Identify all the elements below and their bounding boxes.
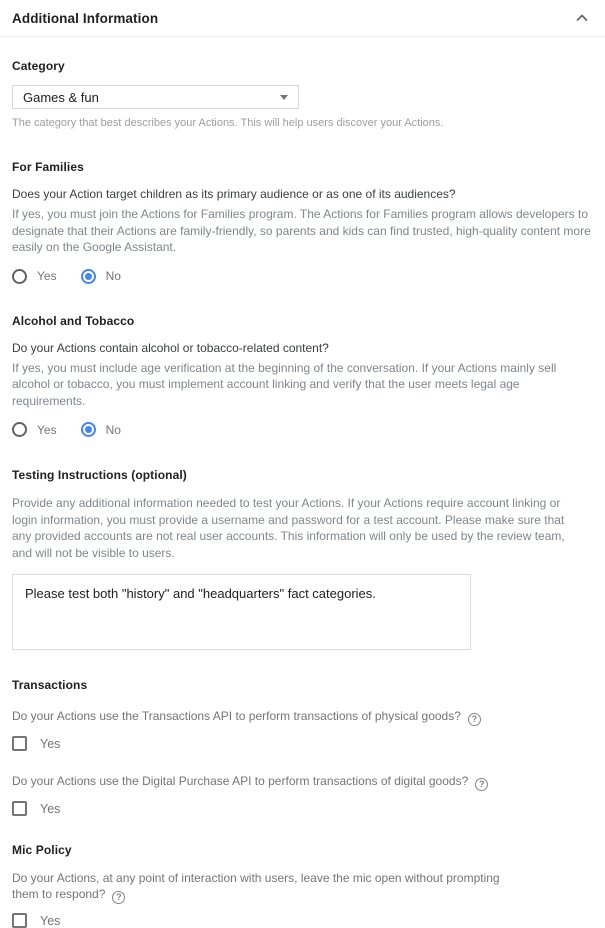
testing-instructions-section xyxy=(12,468,593,650)
transactions-digital-question xyxy=(12,773,593,791)
for-families-title: For Families xyxy=(12,160,84,174)
radio-label-no: No xyxy=(105,422,121,437)
question-text: Do your Actions use the Digital Purchase API to perform transactions of digital goods? xyxy=(12,774,469,788)
mic-policy-section xyxy=(12,843,593,928)
checkbox-label-yes: Yes xyxy=(40,801,61,816)
for-families-question: Does your Action target children as its primary audience or as one of its audiences? xyxy=(12,187,456,201)
question-text: Do your Actions, at any point of interaction with users, leave the mic open without prompting them to respond? xyxy=(12,871,500,901)
transactions-digital-checkbox-row xyxy=(12,801,593,816)
category-select[interactable] xyxy=(12,85,299,109)
radio-selected-icon xyxy=(81,422,96,437)
for-families-no-radio[interactable] xyxy=(81,269,121,284)
additional-information-body xyxy=(0,59,605,928)
checkbox-label-yes: Yes xyxy=(40,913,61,928)
mic-policy-checkbox-row xyxy=(12,913,593,928)
for-families-helper: If yes, you must join the Actions for Families program. The Actions for Families program allows developers to designate that their Actions are family-friendly, so parents and kids can find trusted, high-quality content more easily on the Google Assistant. xyxy=(12,207,591,254)
checkbox-unchecked-icon[interactable] xyxy=(12,736,27,751)
help-icon[interactable]: ? xyxy=(475,778,488,791)
radio-label-yes: Yes xyxy=(37,269,57,283)
for-families-section xyxy=(12,160,593,284)
alcohol-tobacco-question: Do your Actions contain alcohol or tobacco-related content? xyxy=(12,340,329,355)
transactions-section xyxy=(12,678,593,816)
transactions-physical-checkbox-row xyxy=(12,736,593,751)
testing-instructions-helper: Provide any additional information needed to test your Actions. If your Actions require account linking or login information, you must provide a username and password for a test account. Please make sure that any provided accounts are not real user accounts. This information will only be used by the review team, and will not be visible to users. xyxy=(12,496,565,560)
alcohol-tobacco-section xyxy=(12,314,593,438)
additional-information-header[interactable] xyxy=(0,0,605,37)
testing-instructions-title: Testing Instructions (optional) xyxy=(12,468,187,482)
transactions-title: Transactions xyxy=(12,678,88,692)
alcohol-tobacco-helper: If yes, you must include age verification at the beginning of the conversation. If your Actions mainly sell alcohol or tobacco, you must implement account linking and verify that the user meets legal age requirements. xyxy=(12,360,557,408)
checkbox-unchecked-icon[interactable] xyxy=(12,801,27,816)
mic-policy-question xyxy=(12,870,504,904)
page-title: Additional Information xyxy=(12,10,159,26)
alcohol-tobacco-radio-group xyxy=(12,422,593,437)
mic-policy-title: Mic Policy xyxy=(12,843,72,857)
category-section xyxy=(12,59,593,130)
category-helper-text: The category that best describes your Actions. This will help users discover your Actions. xyxy=(12,117,444,129)
alcohol-tobacco-no-radio[interactable] xyxy=(81,422,121,437)
radio-unselected-icon xyxy=(12,422,27,437)
transactions-physical-question xyxy=(12,708,593,726)
collapse-chevron-up-icon[interactable] xyxy=(575,12,589,24)
radio-selected-icon xyxy=(81,269,96,284)
radio-unselected-icon xyxy=(12,269,27,284)
testing-instructions-input[interactable] xyxy=(12,574,471,650)
category-label: Category xyxy=(12,59,65,73)
dropdown-arrow-icon xyxy=(280,95,288,100)
alcohol-tobacco-title: Alcohol and Tobacco xyxy=(12,313,135,328)
for-families-radio-group xyxy=(12,269,593,284)
checkbox-unchecked-icon[interactable] xyxy=(12,913,27,928)
radio-label-yes: Yes xyxy=(37,422,57,437)
checkbox-label-yes: Yes xyxy=(40,736,61,751)
for-families-yes-radio[interactable] xyxy=(12,269,57,284)
help-icon[interactable]: ? xyxy=(468,713,481,726)
alcohol-tobacco-yes-radio[interactable] xyxy=(12,422,57,437)
category-selected-value: Games & fun xyxy=(23,89,99,105)
question-text: Do your Actions use the Transactions API to perform transactions of physical goods? xyxy=(12,709,461,723)
help-icon[interactable]: ? xyxy=(112,891,125,904)
radio-label-no: No xyxy=(105,269,121,283)
